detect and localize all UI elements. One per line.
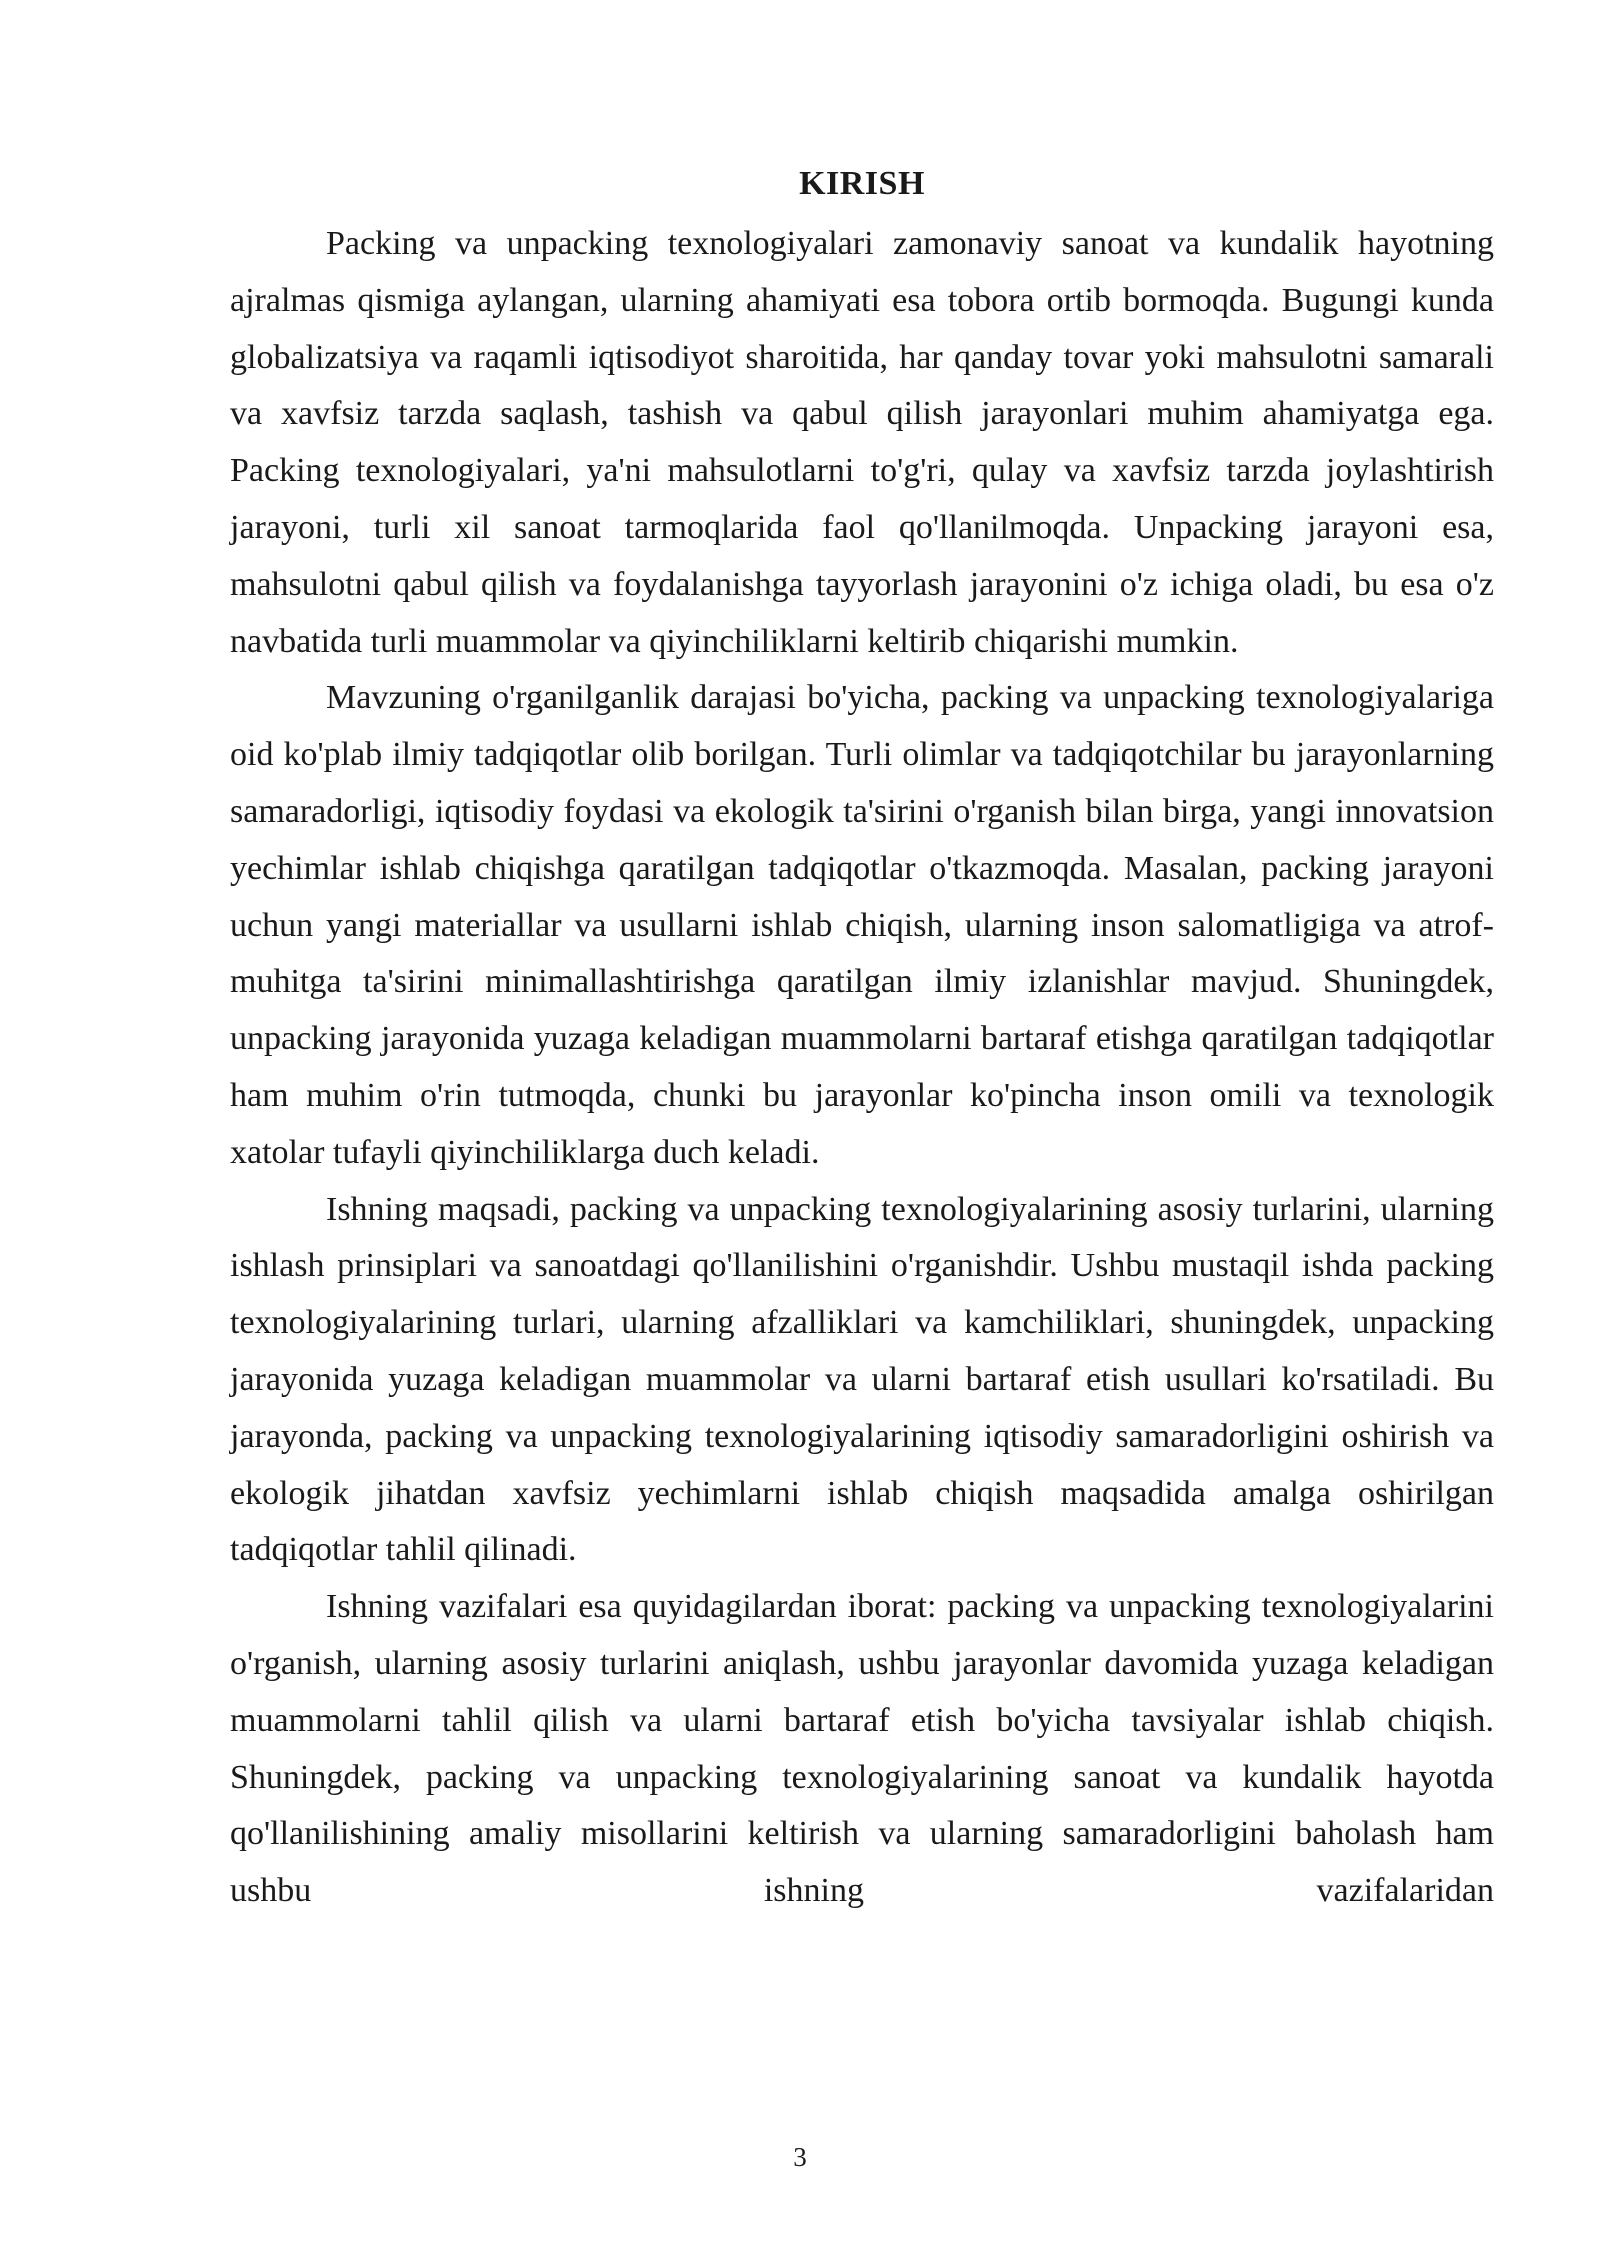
paragraph-tasks: Ishning vazifalari esa quyidagilardan iborat: packing va unpacking texnologiyalarini o'rganish, ularning asosiy turlarini aniqlash, ushbu jarayonlar davomida yuzaga keladigan muammolarni tahlil qilish va ularni bartaraf etish bo'yicha tavsiyalar ishlab chiqish. Shuningdek, packing va unpacking texnologiyalarining sanoat va kundalik hayotda qo'llanilishining amaliy misollarini keltirish va ularning samaradorligini baholash ham ushbu ishning vazifalaridan — [230, 1588, 1494, 1910]
paragraph-research-degree: Mavzuning o'rganilganlik darajasi bo'yicha, packing va unpacking texnologiyalariga oid ko'plab ilmiy tadqiqotlar olib borilgan. Turli olimlar va tadqiqotchilar bu jarayonlarning samaradorligi, iqtisodiy foydasi va ekologik ta'sirini o'rganish bilan birga, yangi innovatsion yechimlar ishlab chiqishga qaratilgan tadqiqotlar o'tkazmoqda. Masalan, packing jarayoni uchun yangi materiallar va usullarni ishlab chiqish, ularning inson salomatligiga va atrof-muhitga ta'sirini minimallashtirishga qaratilgan ilmiy izlanishlar mavjud. Shuningdek, unpacking jarayonida yuzaga keladigan muammolarni bartaraf etishga qaratilgan tadqiqotlar ham muhim o'rin tutmoqda, chunki bu jarayonlar ko'pincha inson omili va texnologik xatolar tufayli qiyinchiliklarga duch keladi. — [230, 679, 1494, 1171]
page-number: 3 — [793, 2142, 807, 2172]
paragraph-intro: Packing va unpacking texnologiyalari zamonaviy sanoat va kundalik hayotning ajralmas qismiga aylangan, ularning ahamiyati esa tobora ortib bormoqda. Bugungi kunda globalizatsiya va raqamli iqtisodiyot sharoitida, har qanday tovar yoki mahsulotni samarali va xavfsiz tarzda saqlash, tashish va qabul qilish jarayonlari muhim ahamiyatga ega. Packing texnologiyalari, ya'ni mahsulotlarni to'g'ri, qulay va xavfsiz tarzda joylashtirish jarayoni, turli xil sanoat tarmoqlarida faol qo'llanilmoqda. Unpacking jarayoni esa, mahsulotni qabul qilish va foydalanishga tayyorlash jarayonini o'z ichiga oladi, bu esa o'z navbatida turli muammolar va qiyinchiliklarni keltirib chiqarishi mumkin. — [230, 225, 1494, 660]
document-page — [230, 160, 1494, 1920]
section-title: KIRISH — [799, 165, 925, 202]
paragraph-goal: Ishning maqsadi, packing va unpacking texnologiyalarining asosiy turlarini, ularning ishlash prinsiplari va sanoatdagi qo'llanilishini o'rganishdir. Ushbu mustaqil ishda packing texnologiyalarining turlari, ularning afzalliklari va kamchiliklari, shuningdek, unpacking jarayonida yuzaga keladigan muammolar va ularni bartaraf etish usullari ko'rsatiladi. Bu jarayonda, packing va unpacking texnologiyalarining iqtisodiy samaradorligini oshirish va ekologik jihatdan xavfsiz yechimlarni ishlab chiqish maqsadida amalga oshirilgan tadqiqotlar tahlil qilinadi. — [230, 1190, 1494, 1569]
